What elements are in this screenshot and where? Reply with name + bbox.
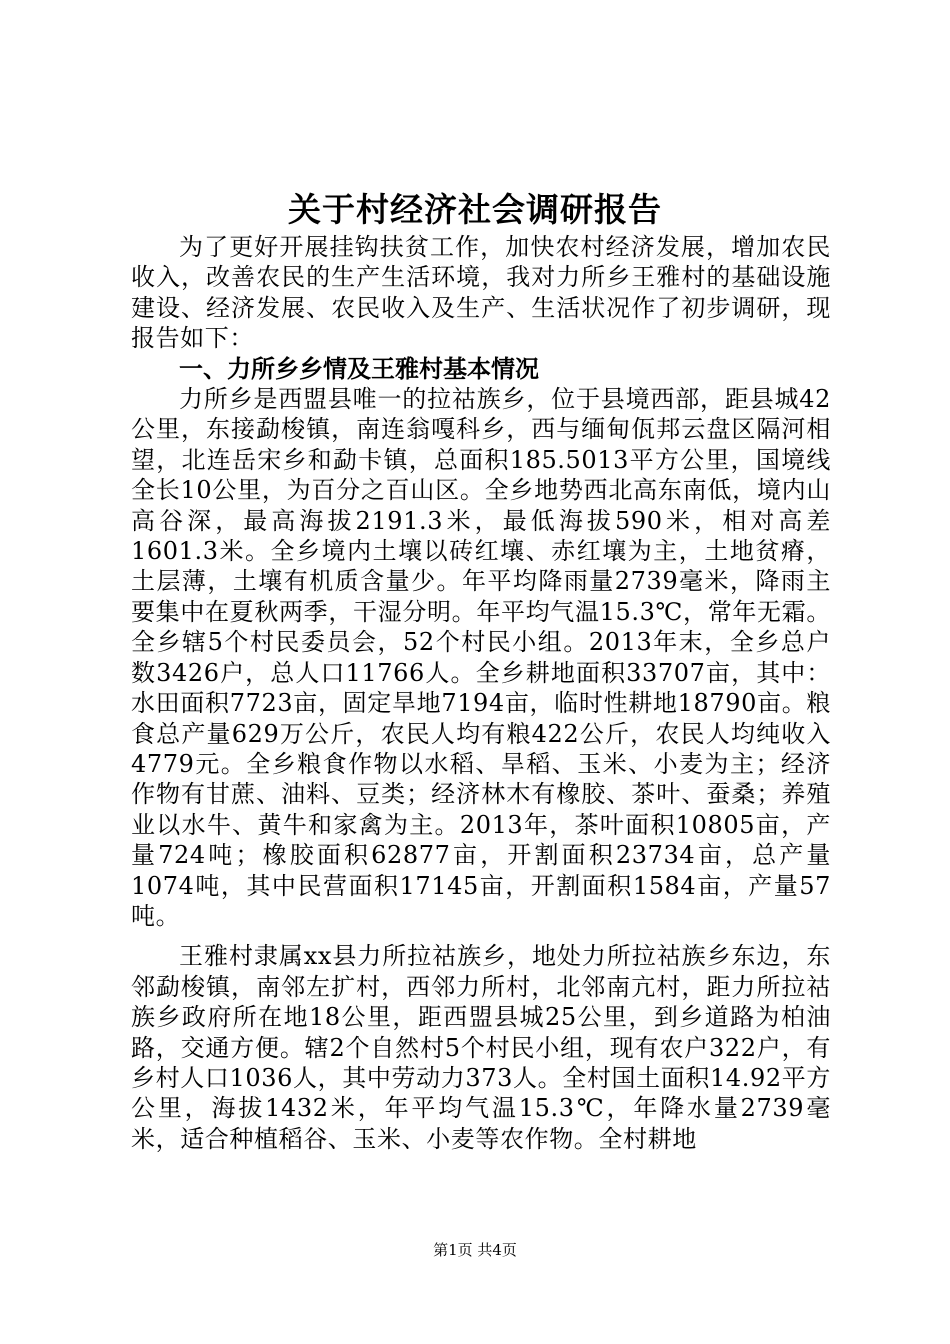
document-body	[131, 232, 831, 1154]
intro-paragraph: 为了更好开展挂钩扶贫工作，加快农村经济发展，增加农民收入，改善农民的生产生活环境，我对力所乡王雅村的基础设施建设、经济发展、农民收入及生产、生活状况作了初步调研，现报告如下：	[131, 233, 831, 353]
page-footer: 第1页 共4页	[433, 1241, 517, 1259]
township-paragraph: 力所乡是西盟县唯一的拉祜族乡，位于县境西部，距县城42公里，东接勐梭镇，南连翁嘎科乡，西与缅甸佤邦云盘区隔河相望，北连岳宋乡和勐卡镇，总面积185.5013平方公里，国境线全长10公里，为百分之百山区。全乡地势西北高东南低，境内山高谷深，最高海拔2191.3米，最低海拔590米，相对高差1601.3米。全乡境内土壤以砖红壤、赤红壤为主，土地贫瘠，土层薄，土壤有机质含量少。年平均降雨量2739毫米，降雨主要集中在夏秋两季，干湿分明。年平均气温15.3℃，常年无霜。全乡辖5个村民委员会，52个村民小组。2013年末，全乡总户数3426户，总人口11766人。全乡耕地面积33707亩，其中：水田面积7723亩，固定旱地7194亩，临时性耕地18790亩。粮食总产量629万公斤，农民人均有粮422公斤，农民人均纯收入4779元。全乡粮食作物以水稻、旱稻、玉米、小麦为主；经济作物有甘蔗、油料、豆类；经济林木有橡胶、茶叶、蚕桑；养殖业以水牛、黄牛和家禽为主。2013年，茶叶面积10805亩，产量724吨；橡胶面积62877亩，开割面积23734亩，总产量1074吨，其中民营面积17145亩，开割面积1584亩，产量57吨。	[131, 385, 831, 930]
paragraph-gap	[131, 931, 831, 941]
village-paragraph: 王雅村隶属xx县力所拉祜族乡，地处力所拉祜族乡东边，东邻勐梭镇，南邻左扩村，西邻力所村，北邻南亢村，距力所拉祜族乡政府所在地18公里，距西盟县城25公里，到乡道路为柏油路，交通方便。辖2个自然村5个村民小组，现有农户322户，有乡村人口1036人，其中劳动力373人。全村国土面积14.92平方公里，海拔1432米，年平均气温15.3℃，年降水量2739毫米，适合种植稻谷、玉米、小麦等农作物。全村耕地	[131, 942, 831, 1153]
document-title: 关于村经济社会调研报告	[288, 190, 662, 229]
section-heading: 一、力所乡乡情及王雅村基本情况	[179, 354, 539, 383]
